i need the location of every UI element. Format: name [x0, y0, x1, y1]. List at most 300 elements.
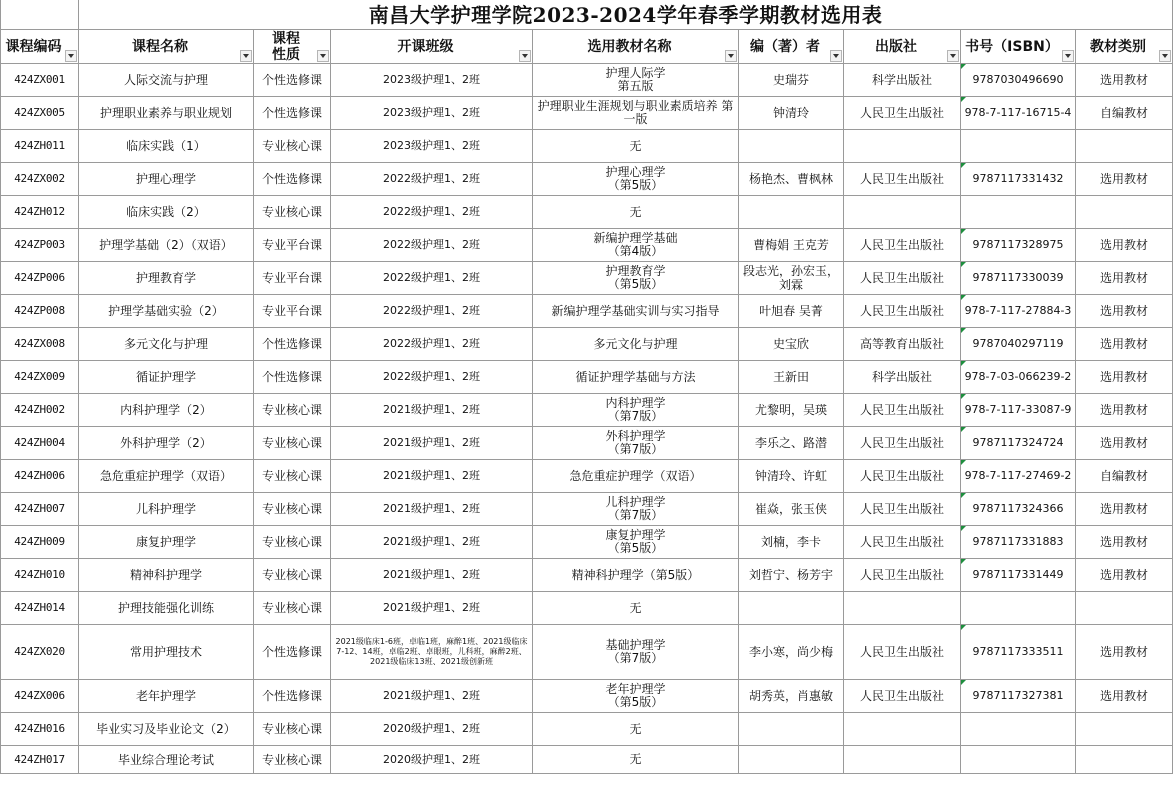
course-name-cell[interactable]	[79, 559, 254, 592]
category-cell-text: 选用教材	[1100, 568, 1149, 582]
class-cell[interactable]	[331, 130, 533, 163]
course-type-cell[interactable]	[254, 295, 331, 328]
course-code-cell[interactable]	[1, 229, 79, 262]
course-name-cell-text: 临床实践（2）	[126, 205, 206, 219]
course-code-cell[interactable]	[1, 328, 79, 361]
isbn-cell[interactable]	[961, 427, 1076, 460]
course-name-cell[interactable]	[79, 526, 254, 559]
textbook-cell[interactable]	[533, 97, 739, 130]
publisher-cell-text: 人民卫生出版社	[859, 271, 944, 285]
course-name-cell[interactable]	[79, 97, 254, 130]
textbook-cell[interactable]	[533, 460, 739, 493]
filter-dropdown-icon[interactable]	[1062, 50, 1074, 62]
course-name-cell-text: 毕业综合理论考试	[117, 752, 214, 767]
category-cell[interactable]	[1076, 625, 1173, 680]
header-isbn-label: 书号（ISBN）	[965, 38, 1059, 55]
category-cell[interactable]	[1076, 97, 1173, 130]
header-textbook	[533, 30, 739, 64]
category-cell[interactable]	[1076, 427, 1173, 460]
category-cell-text: 选用教材	[1100, 73, 1149, 87]
category-cell[interactable]	[1076, 163, 1173, 196]
course-type-cell[interactable]	[254, 680, 331, 713]
cell-note-marker-icon	[961, 526, 966, 531]
publisher-cell[interactable]	[844, 262, 961, 295]
course-code-cell[interactable]	[1, 559, 79, 592]
filter-dropdown-icon[interactable]	[947, 50, 959, 62]
isbn-cell[interactable]	[961, 229, 1076, 262]
cell-note-marker-icon	[961, 97, 966, 102]
header-course-type	[254, 30, 331, 64]
class-cell[interactable]	[331, 196, 533, 229]
class-cell-text: 2022级护理1、2班	[383, 238, 480, 251]
course-type-cell[interactable]	[254, 229, 331, 262]
textbook-cell-text: 无	[629, 138, 642, 153]
class-cell-text: 2023级护理1、2班	[383, 139, 480, 152]
category-cell[interactable]	[1076, 526, 1173, 559]
table-row	[1, 559, 1173, 592]
course-type-cell-text: 专业核心课	[261, 568, 322, 582]
class-cell[interactable]	[331, 229, 533, 262]
isbn-cell[interactable]	[961, 394, 1076, 427]
author-cell[interactable]	[739, 130, 844, 163]
header-class-label: 开课班级	[397, 38, 454, 55]
course-code-cell[interactable]	[1, 262, 79, 295]
textbook-cell[interactable]	[533, 592, 739, 625]
class-cell-text: 2020级护理1、2班	[383, 722, 480, 735]
class-cell[interactable]	[331, 328, 533, 361]
author-cell[interactable]	[739, 680, 844, 713]
filter-dropdown-icon[interactable]	[725, 50, 737, 62]
course-code-cell[interactable]	[1, 163, 79, 196]
author-cell[interactable]	[739, 592, 844, 625]
course-code-cell[interactable]	[1, 295, 79, 328]
category-cell[interactable]	[1076, 295, 1173, 328]
publisher-cell[interactable]	[844, 130, 961, 163]
publisher-cell-text: 人民卫生出版社	[859, 645, 944, 659]
class-cell[interactable]	[331, 163, 533, 196]
course-type-cell[interactable]	[254, 163, 331, 196]
course-name-cell[interactable]	[79, 427, 254, 460]
course-type-cell[interactable]	[254, 394, 331, 427]
course-type-cell[interactable]	[254, 559, 331, 592]
author-cell[interactable]	[739, 746, 844, 774]
course-type-cell[interactable]	[254, 746, 331, 774]
course-type-cell-text: 个性选修课	[261, 645, 322, 659]
table-row	[1, 130, 1173, 163]
class-cell[interactable]	[331, 295, 533, 328]
isbn-cell[interactable]	[961, 295, 1076, 328]
category-cell[interactable]	[1076, 196, 1173, 229]
publisher-cell-text: 人民卫生出版社	[859, 469, 944, 483]
cell-note-marker-icon	[961, 493, 966, 498]
author-cell[interactable]	[739, 713, 844, 746]
textbook-cell[interactable]	[533, 680, 739, 713]
category-cell[interactable]	[1076, 713, 1173, 746]
course-code-cell[interactable]	[1, 97, 79, 130]
isbn-cell[interactable]	[961, 680, 1076, 713]
publisher-cell-text: 人民卫生出版社	[859, 689, 944, 703]
textbook-cell[interactable]	[533, 427, 739, 460]
cell-note-marker-icon	[961, 64, 966, 69]
course-type-cell[interactable]	[254, 97, 331, 130]
category-cell-text: 选用教材	[1100, 271, 1149, 285]
course-code-cell[interactable]	[1, 592, 79, 625]
course-code-cell[interactable]	[1, 493, 79, 526]
textbook-cell[interactable]	[533, 394, 739, 427]
course-name-cell[interactable]	[79, 625, 254, 680]
publisher-cell[interactable]	[844, 163, 961, 196]
course-name-cell[interactable]	[79, 746, 254, 774]
textbook-cell[interactable]	[533, 229, 739, 262]
course-type-cell[interactable]	[254, 328, 331, 361]
author-cell[interactable]	[739, 427, 844, 460]
course-code-cell-text: 424ZX020	[14, 645, 65, 658]
isbn-cell-text: 9787117327381	[972, 689, 1064, 702]
header-course-name	[79, 30, 254, 64]
course-code-cell[interactable]	[1, 713, 79, 746]
author-cell[interactable]	[739, 493, 844, 526]
textbook-cell-text: 无	[629, 600, 642, 615]
course-name-cell[interactable]	[79, 394, 254, 427]
isbn-cell[interactable]	[961, 592, 1076, 625]
author-cell[interactable]	[739, 196, 844, 229]
course-type-cell[interactable]	[254, 361, 331, 394]
course-code-cell[interactable]	[1, 394, 79, 427]
author-cell[interactable]	[739, 295, 844, 328]
course-name-cell[interactable]	[79, 64, 254, 97]
publisher-cell[interactable]	[844, 592, 961, 625]
publisher-cell[interactable]	[844, 526, 961, 559]
author-cell-text: 钟清玲	[772, 106, 809, 120]
course-name-cell[interactable]	[79, 262, 254, 295]
class-cell[interactable]	[331, 713, 533, 746]
isbn-cell[interactable]	[961, 559, 1076, 592]
isbn-cell[interactable]	[961, 460, 1076, 493]
isbn-cell[interactable]	[961, 746, 1076, 774]
textbook-cell-text: 内科护理学 （第7版）	[605, 396, 666, 423]
author-cell[interactable]	[739, 394, 844, 427]
course-type-cell-text: 专业平台课	[261, 304, 322, 318]
course-name-cell-text: 护理心理学	[135, 172, 196, 186]
class-cell[interactable]	[331, 97, 533, 130]
class-cell[interactable]	[331, 680, 533, 713]
category-cell[interactable]	[1076, 746, 1173, 774]
course-code-cell-text: 424ZX001	[14, 73, 65, 86]
course-type-cell[interactable]	[254, 262, 331, 295]
course-code-cell-text: 424ZH016	[14, 722, 65, 735]
course-code-cell-text: 424ZH002	[14, 403, 65, 416]
course-type-cell-text: 个性选修课	[261, 337, 322, 351]
isbn-cell[interactable]	[961, 196, 1076, 229]
course-type-cell-text: 专业核心课	[261, 139, 322, 153]
course-type-cell[interactable]	[254, 526, 331, 559]
course-type-cell[interactable]	[254, 625, 331, 680]
class-cell[interactable]	[331, 559, 533, 592]
course-code-cell-text: 424ZX006	[14, 689, 65, 702]
class-cell[interactable]	[331, 64, 533, 97]
author-cell-text: 尤黎明，吴瑛	[754, 403, 827, 417]
course-name-cell[interactable]	[79, 196, 254, 229]
textbook-cell-text: 多元文化与护理	[593, 336, 678, 351]
author-cell[interactable]	[739, 64, 844, 97]
course-code-cell[interactable]	[1, 196, 79, 229]
course-type-cell[interactable]	[254, 130, 331, 163]
course-code-cell[interactable]	[1, 680, 79, 713]
textbook-cell-text: 无	[629, 204, 642, 219]
class-cell[interactable]	[331, 526, 533, 559]
course-name-cell[interactable]	[79, 163, 254, 196]
category-cell[interactable]	[1076, 130, 1173, 163]
publisher-cell[interactable]	[844, 427, 961, 460]
class-cell-text: 2023级护理1、2班	[383, 106, 480, 119]
course-type-cell[interactable]	[254, 427, 331, 460]
header-publisher-label: 出版社	[875, 38, 917, 55]
category-cell-text: 选用教材	[1100, 535, 1149, 549]
publisher-cell[interactable]	[844, 97, 961, 130]
textbook-cell[interactable]	[533, 262, 739, 295]
course-name-cell-text: 护理技能强化训练	[117, 601, 214, 615]
course-name-cell[interactable]	[79, 295, 254, 328]
course-name-cell-text: 儿科护理学	[135, 502, 196, 516]
course-code-cell[interactable]	[1, 526, 79, 559]
class-cell-text: 2021级临床1-6班，卓临1班，麻醉1班、2021级临床7-12、14班，卓临2班、卓眼班，儿科班，麻醉2班、2021级临床13班、2021级创新班	[335, 637, 528, 666]
course-name-cell-text: 外科护理学（2）	[120, 436, 212, 450]
isbn-cell[interactable]	[961, 361, 1076, 394]
course-name-cell[interactable]	[79, 592, 254, 625]
table-row	[1, 163, 1173, 196]
class-cell[interactable]	[331, 592, 533, 625]
publisher-cell[interactable]	[844, 295, 961, 328]
course-name-cell[interactable]	[79, 229, 254, 262]
category-cell-text: 自编教材	[1100, 469, 1149, 483]
class-cell[interactable]	[331, 746, 533, 774]
isbn-cell-text: 9787117331449	[972, 568, 1064, 581]
class-cell[interactable]	[331, 460, 533, 493]
cell-note-marker-icon	[961, 361, 966, 366]
course-code-cell[interactable]	[1, 361, 79, 394]
isbn-cell[interactable]	[961, 262, 1076, 295]
filter-dropdown-icon[interactable]	[519, 50, 531, 62]
author-cell[interactable]	[739, 97, 844, 130]
course-type-cell[interactable]	[254, 64, 331, 97]
class-cell-text: 2022级护理1、2班	[383, 337, 480, 350]
isbn-cell-text: 9787117331432	[972, 172, 1064, 185]
category-cell[interactable]	[1076, 229, 1173, 262]
category-cell-text: 选用教材	[1100, 172, 1149, 186]
course-code-cell[interactable]	[1, 625, 79, 680]
textbook-cell[interactable]	[533, 713, 739, 746]
isbn-cell[interactable]	[961, 97, 1076, 130]
author-cell[interactable]	[739, 262, 844, 295]
category-cell-text: 选用教材	[1100, 689, 1149, 703]
textbook-cell[interactable]	[533, 625, 739, 680]
filter-dropdown-icon[interactable]	[240, 50, 252, 62]
course-name-cell-text: 老年护理学	[135, 689, 196, 703]
publisher-cell[interactable]	[844, 493, 961, 526]
filter-dropdown-icon[interactable]	[65, 50, 77, 62]
header-author	[739, 30, 844, 64]
class-cell[interactable]	[331, 625, 533, 680]
textbook-cell[interactable]	[533, 493, 739, 526]
course-name-cell[interactable]	[79, 680, 254, 713]
author-cell[interactable]	[739, 625, 844, 680]
class-cell-text: 2022级护理1、2班	[383, 271, 480, 284]
header-category	[1076, 30, 1173, 64]
course-code-cell-text: 424ZH011	[14, 139, 65, 152]
course-name-cell[interactable]	[79, 130, 254, 163]
table-row	[1, 625, 1173, 680]
course-type-cell-text: 个性选修课	[261, 370, 322, 384]
category-cell[interactable]	[1076, 680, 1173, 713]
textbook-cell-text: 老年护理学 （第5版）	[605, 682, 666, 709]
category-cell-text: 选用教材	[1100, 502, 1149, 516]
course-name-cell[interactable]	[79, 713, 254, 746]
publisher-cell[interactable]	[844, 680, 961, 713]
category-cell[interactable]	[1076, 394, 1173, 427]
textbook-cell[interactable]	[533, 196, 739, 229]
course-code-cell[interactable]	[1, 460, 79, 493]
class-cell[interactable]	[331, 262, 533, 295]
textbook-cell[interactable]	[533, 163, 739, 196]
course-name-cell[interactable]	[79, 361, 254, 394]
table-row	[1, 229, 1173, 262]
category-cell[interactable]	[1076, 64, 1173, 97]
publisher-cell[interactable]	[844, 196, 961, 229]
course-code-cell-text: 424ZH004	[14, 436, 65, 449]
isbn-cell-text: 978-7-117-16715-4	[964, 106, 1072, 119]
textbook-cell[interactable]	[533, 746, 739, 774]
author-cell[interactable]	[739, 328, 844, 361]
course-code-cell[interactable]	[1, 130, 79, 163]
category-cell[interactable]	[1076, 328, 1173, 361]
course-type-cell[interactable]	[254, 460, 331, 493]
isbn-cell[interactable]	[961, 328, 1076, 361]
publisher-cell[interactable]	[844, 64, 961, 97]
textbook-cell[interactable]	[533, 130, 739, 163]
table-row	[1, 361, 1173, 394]
course-code-cell[interactable]	[1, 746, 79, 774]
course-code-cell-text: 424ZP006	[14, 271, 65, 284]
class-cell[interactable]	[331, 394, 533, 427]
course-name-cell[interactable]	[79, 493, 254, 526]
isbn-cell[interactable]	[961, 493, 1076, 526]
table-row	[1, 427, 1173, 460]
course-type-cell[interactable]	[254, 713, 331, 746]
table-row	[1, 262, 1173, 295]
isbn-cell[interactable]	[961, 526, 1076, 559]
course-type-cell-text: 个性选修课	[261, 106, 322, 120]
author-cell[interactable]	[739, 460, 844, 493]
textbook-cell[interactable]	[533, 526, 739, 559]
textbook-cell[interactable]	[533, 64, 739, 97]
publisher-cell[interactable]	[844, 746, 961, 774]
textbook-cell-text: 基础护理学 （第7版）	[605, 638, 666, 665]
course-type-cell[interactable]	[254, 493, 331, 526]
publisher-cell[interactable]	[844, 559, 961, 592]
author-cell-text: 王新田	[772, 370, 809, 384]
isbn-cell-text: 9787117324366	[972, 502, 1064, 515]
isbn-cell-text: 9787117324724	[972, 436, 1064, 449]
isbn-cell[interactable]	[961, 713, 1076, 746]
course-name-cell[interactable]	[79, 328, 254, 361]
class-cell[interactable]	[331, 361, 533, 394]
course-code-cell[interactable]	[1, 427, 79, 460]
course-code-cell-text: 424ZP008	[14, 304, 65, 317]
publisher-cell[interactable]	[844, 460, 961, 493]
textbook-cell-text: 护理心理学 （第5版）	[605, 165, 666, 192]
cell-note-marker-icon	[961, 229, 966, 234]
category-cell[interactable]	[1076, 460, 1173, 493]
table-row	[1, 64, 1173, 97]
cell-note-marker-icon	[961, 427, 966, 432]
textbook-cell-text: 无	[629, 752, 642, 766]
course-code-cell-text: 424ZH009	[14, 535, 65, 548]
table-row	[1, 493, 1173, 526]
publisher-cell-text: 高等教育出版社	[859, 337, 944, 351]
course-type-cell[interactable]	[254, 196, 331, 229]
textbook-cell[interactable]	[533, 328, 739, 361]
category-cell[interactable]	[1076, 361, 1173, 394]
publisher-cell[interactable]	[844, 625, 961, 680]
category-cell[interactable]	[1076, 559, 1173, 592]
author-cell[interactable]	[739, 559, 844, 592]
course-name-cell[interactable]	[79, 460, 254, 493]
publisher-cell[interactable]	[844, 328, 961, 361]
category-cell[interactable]	[1076, 262, 1173, 295]
header-publisher	[844, 30, 961, 64]
course-type-cell-text: 专业核心课	[261, 535, 322, 549]
author-cell-text: 段志光，孙宏玉，刘霖	[742, 264, 839, 292]
cell-note-marker-icon	[961, 680, 966, 685]
publisher-cell[interactable]	[844, 229, 961, 262]
course-code-cell[interactable]	[1, 64, 79, 97]
isbn-cell[interactable]	[961, 625, 1076, 680]
author-cell[interactable]	[739, 163, 844, 196]
isbn-cell[interactable]	[961, 163, 1076, 196]
filter-dropdown-icon[interactable]	[1159, 50, 1171, 62]
course-type-cell[interactable]	[254, 592, 331, 625]
class-cell[interactable]	[331, 493, 533, 526]
publisher-cell[interactable]	[844, 361, 961, 394]
author-cell[interactable]	[739, 526, 844, 559]
author-cell[interactable]	[739, 229, 844, 262]
header-isbn	[961, 30, 1076, 64]
category-cell-text: 选用教材	[1100, 238, 1149, 252]
textbook-cell-text: 康复护理学 （第5版）	[605, 528, 666, 555]
cell-note-marker-icon	[961, 295, 966, 300]
course-name-cell-text: 护理教育学	[135, 271, 196, 285]
textbook-cell[interactable]	[533, 295, 739, 328]
isbn-cell[interactable]	[961, 64, 1076, 97]
textbook-cell[interactable]	[533, 559, 739, 592]
course-code-cell-text: 424ZX008	[14, 337, 65, 350]
course-code-cell-text: 424ZH012	[14, 205, 65, 218]
category-cell[interactable]	[1076, 592, 1173, 625]
publisher-cell[interactable]	[844, 394, 961, 427]
publisher-cell[interactable]	[844, 713, 961, 746]
course-name-cell-text: 毕业实习及毕业论文（2）	[96, 722, 236, 736]
publisher-cell-text: 人民卫生出版社	[859, 502, 944, 516]
filter-dropdown-icon[interactable]	[317, 50, 329, 62]
category-cell[interactable]	[1076, 493, 1173, 526]
class-cell[interactable]	[331, 427, 533, 460]
author-cell[interactable]	[739, 361, 844, 394]
isbn-cell[interactable]	[961, 130, 1076, 163]
filter-dropdown-icon[interactable]	[830, 50, 842, 62]
isbn-cell-text: 978-7-117-27469-2	[964, 469, 1072, 482]
textbook-cell[interactable]	[533, 361, 739, 394]
author-cell-text: 崔焱，张玉侠	[754, 502, 827, 516]
